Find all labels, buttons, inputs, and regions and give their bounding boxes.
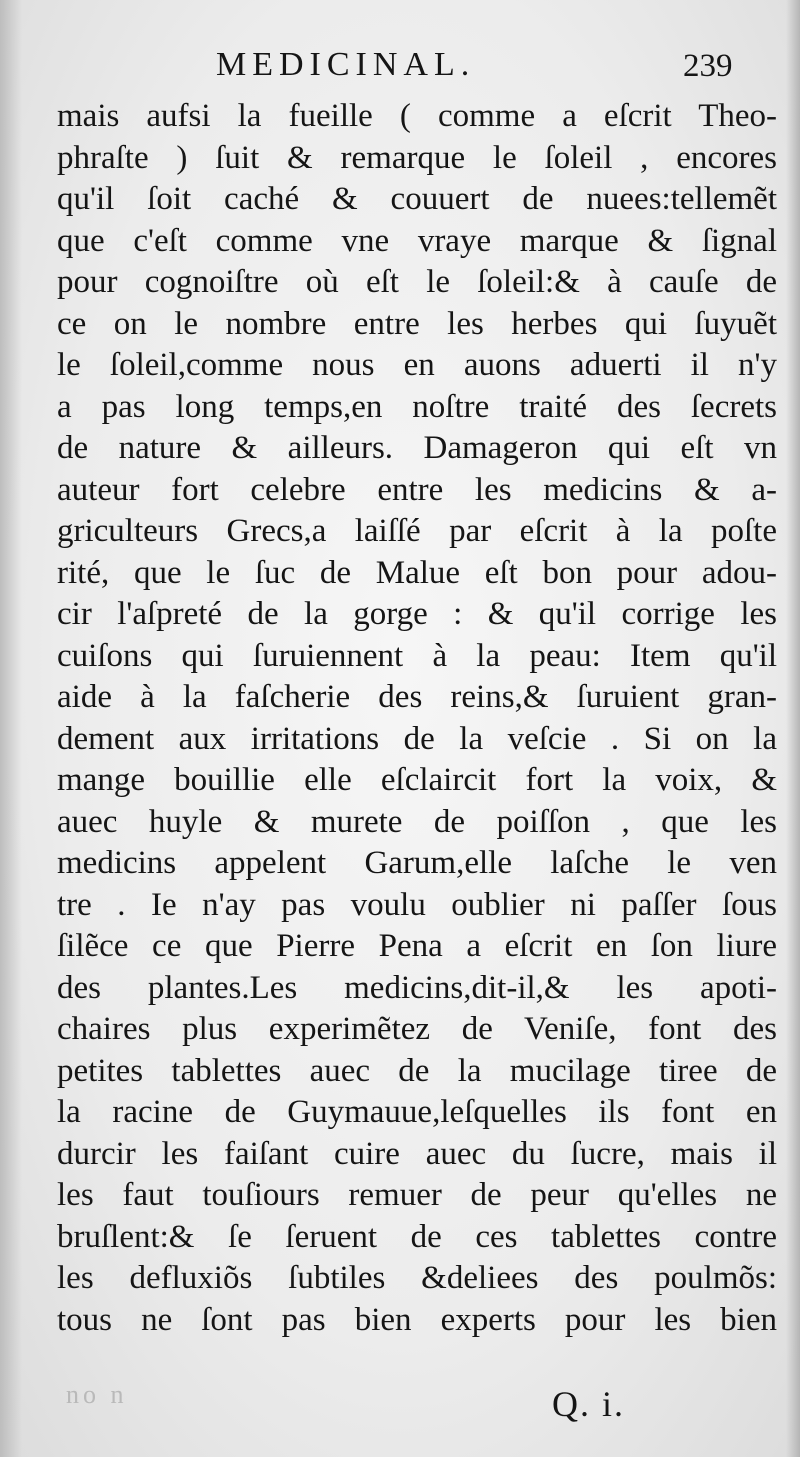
running-head: MEDICINAL.: [216, 46, 476, 83]
text-line: chaires plus experimẽtez de Veniſe, font des: [57, 1011, 777, 1047]
text-line: dement aux irritations de la veſcie . Si on la: [57, 720, 777, 757]
text-line: mange bouillie elle eſclaircit fort la voix, &: [57, 762, 777, 798]
page-gutter-shadow: [0, 0, 22, 1457]
text-line: que c'eſt comme vne vraye marque & ſignal: [57, 222, 777, 259]
text-line: des plantes.Les medicins,dit-il,& les apoti-: [57, 969, 777, 1006]
text-line: phraſte ) ſuit & remarque le ſoleil , encores: [57, 139, 777, 176]
page-edge-shadow: [786, 0, 800, 1457]
text-line: les faut touſiours remuer de peur qu'elles ne: [57, 1177, 777, 1213]
text-line: cir l'aſpreté de la gorge : & qu'il corrige les: [57, 596, 777, 632]
text-line: a pas long temps,en noſtre traité des ſecrets: [57, 388, 777, 425]
text-line: tre . Ie n'ay pas voulu oublier ni paſſer ſous: [57, 886, 777, 923]
text-line: cuiſons qui ſuruiennent à la peau: Item qu'il: [57, 637, 777, 674]
text-line: mais aufsi la fueille ( comme a eſcrit Theo-: [57, 98, 777, 134]
text-line: bruſlent:& ſe ſeruent de ces tablettes contre: [57, 1218, 777, 1255]
text-line: les defluxiõs ſubtiles &deliees des poulmõs:: [57, 1260, 777, 1296]
text-line: de nature & ailleurs. Damageron qui eſt vn: [57, 430, 777, 466]
text-line: auec huyle & murete de poiſſon , que les: [57, 803, 777, 840]
text-line: rité, que le ſuc de Malue eſt bon pour adou-: [57, 554, 777, 591]
text-line: durcir les faiſant cuire auec du ſucre, mais il: [57, 1135, 777, 1172]
text-line: le ſoleil,comme nous en auons aduerti il n'y: [57, 347, 777, 383]
text-line: auteur fort celebre entre les medicins & a-: [57, 471, 777, 508]
text-line: la racine de Guymauue,leſquelles ils font en: [57, 1094, 777, 1130]
page-header: [0, 44, 800, 90]
text-line: aide à la faſcherie des reins,& ſuruient gran-: [57, 679, 777, 715]
text-line: medicins appelent Garum,elle laſche le ven: [57, 845, 777, 881]
text-line: griculteurs Grecs,a laiſſé par eſcrit à la poſte: [57, 513, 777, 549]
text-line: tous ne ſont pas bien experts pour les bien: [57, 1301, 777, 1338]
text-line: pour cognoiſtre où eſt le ſoleil:& à cauſe de: [57, 264, 777, 300]
text-line: petites tablettes auec de la mucilage tiree de: [57, 1052, 777, 1089]
body-text: [57, 96, 777, 1341]
page-number: 239: [683, 48, 733, 84]
bleed-through-text: no n: [66, 1380, 128, 1409]
text-line: qu'il ſoit caché & couuert de nuees:tellemẽt: [57, 181, 777, 217]
text-line: ſilẽce ce que Pierre Pena a eſcrit en ſon liure: [57, 928, 777, 964]
signature-mark: Q. i.: [552, 1384, 625, 1424]
text-line: ce on le nombre entre les herbes qui ſuyuẽt: [57, 305, 777, 342]
